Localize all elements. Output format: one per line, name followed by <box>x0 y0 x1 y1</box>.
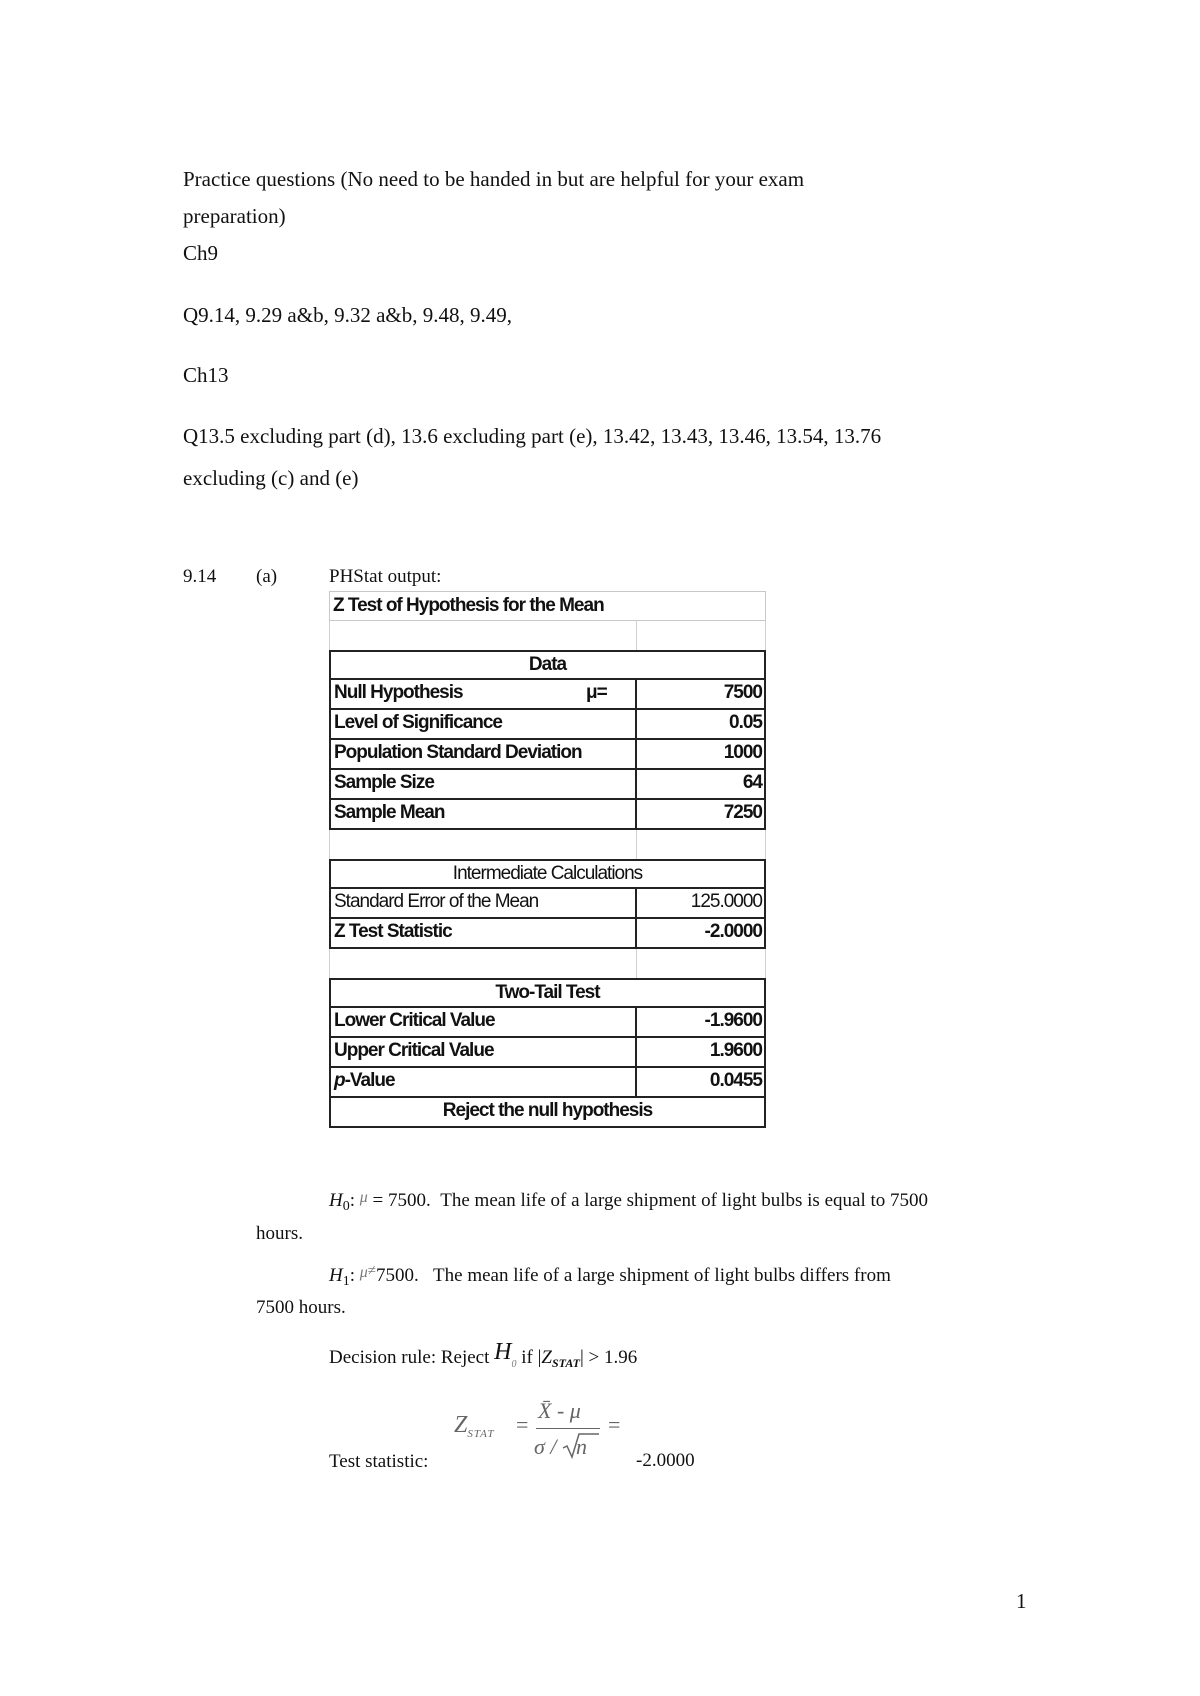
row-label: Upper Critical Value <box>334 1040 494 1061</box>
h1-not-equal: ≠ <box>367 1263 377 1279</box>
row-value: 125.0000 <box>690 891 762 912</box>
page-number: 1 <box>1016 1589 1027 1613</box>
table-row <box>329 889 766 919</box>
phstat-title-row <box>329 591 766 621</box>
answer-number: 9.14 <box>183 566 217 587</box>
phstat-intermediate-header: Intermediate Calculations <box>329 859 766 889</box>
row-label: Z Test Statistic <box>334 921 452 942</box>
table-row <box>329 1038 766 1068</box>
phstat-data-header: Data <box>329 650 766 680</box>
decision-rule <box>329 1339 638 1374</box>
row-value: 7500 <box>723 682 762 703</box>
decision-suffix: | > 1.96 <box>580 1347 638 1368</box>
table-row <box>329 1008 766 1038</box>
decision-h-sub: 0 <box>511 1359 517 1370</box>
row-label: Population Standard Deviation <box>334 742 582 763</box>
decision-middle: if | <box>521 1347 542 1368</box>
row-value: 0.05 <box>729 712 762 733</box>
row-label: Level of Significance <box>334 712 502 733</box>
h0-symbol: H <box>329 1190 343 1211</box>
h0-equation: = 7500. <box>372 1190 431 1211</box>
chapter-13-questions-line-1: Q13.5 excluding part (d), 13.6 excluding part (e), 13.42, 13.43, 13.46, 13.54, 13.76 <box>183 424 882 448</box>
second-equals: = <box>608 1412 621 1437</box>
h1-symbol: H <box>329 1265 343 1286</box>
table-row <box>329 770 766 800</box>
test-statistic-label: Test statistic: <box>329 1451 429 1472</box>
row-value: 0.0455 <box>709 1070 762 1091</box>
phstat-conclusion: Reject the null hypothesis <box>329 1098 766 1128</box>
phstat-spacer <box>329 621 766 650</box>
h0-mu: μ <box>359 1189 368 1206</box>
chapter-13-questions-line-2: excluding (c) and (e) <box>183 466 359 490</box>
h0-line: $H_0$: $^\mu$ = 7500. The mean life of a large shipment of light bulbs is equal to 7500 <box>329 1189 929 1214</box>
first-equals: = <box>516 1412 529 1437</box>
row-value: -1.9600 <box>704 1010 762 1031</box>
h1-subscript: 1 <box>342 1274 350 1289</box>
row-label: Null Hypothesis <box>334 682 463 703</box>
table-row <box>329 710 766 740</box>
h1-description: The mean life of a large shipment of light bulbs differs from <box>433 1265 891 1286</box>
formula-numerator: X̄ - μ <box>538 1398 581 1423</box>
formula-denominator <box>534 1432 600 1460</box>
row-value: 64 <box>742 772 762 793</box>
row-value: 1.9600 <box>709 1040 762 1061</box>
p-italic: p <box>334 1070 345 1091</box>
row-value: -2.0000 <box>704 921 762 942</box>
chapter-9-heading: Ch9 <box>183 241 219 265</box>
h1-value: 7500. <box>376 1265 419 1286</box>
row-label: Sample Size <box>334 772 434 793</box>
table-row <box>329 1068 766 1098</box>
decision-h: H <box>494 1339 512 1365</box>
row-label: Sample Mean <box>334 802 445 823</box>
chapter-13-heading: Ch13 <box>183 363 229 387</box>
row-value: 7250 <box>723 802 762 823</box>
decision-z-sub: STAT <box>551 1356 580 1370</box>
sqrt-n: n <box>576 1434 587 1459</box>
phstat-title: Z Test of Hypothesis for the Mean <box>333 595 604 616</box>
h1-line: $H_1$: $^{\mu\ne}$7500. The mean life of a large shipment of light bulbs differs from <box>329 1263 891 1289</box>
intro-line-1: Practice questions (No need to be handed in but are helpful for your exam <box>183 167 805 191</box>
p-value-rest: -Value <box>344 1070 395 1091</box>
phstat-test-header: Two-Tail Test <box>329 978 766 1008</box>
h0-subscript: 0 <box>342 1199 350 1214</box>
h1-continuation: 7500 hours. <box>256 1297 346 1318</box>
sigma: σ / <box>534 1434 557 1459</box>
test-statistic-lhs <box>454 1412 495 1440</box>
intro-line-2: preparation) <box>183 204 286 228</box>
lhs-z-sub: STAT <box>467 1428 495 1440</box>
table-row <box>329 919 766 949</box>
answer-part: (a) <box>256 566 278 587</box>
decision-prefix: Decision rule: Reject <box>329 1347 490 1368</box>
mu-symbol: μ= <box>586 682 607 703</box>
table-row <box>329 740 766 770</box>
decision-z: Z <box>541 1347 552 1368</box>
chapter-9-questions: Q9.14, 9.29 a&b, 9.32 a&b, 9.48, 9.49, <box>183 303 512 327</box>
row-label <box>334 1068 395 1094</box>
row-value: 1000 <box>723 742 762 763</box>
phstat-spacer <box>329 830 766 859</box>
h0-continuation: hours. <box>256 1223 303 1244</box>
lhs-z: Z <box>454 1412 468 1438</box>
table-row <box>329 680 766 710</box>
h1-mu: μ <box>359 1264 368 1281</box>
table-row <box>329 800 766 830</box>
phstat-table <box>329 591 766 1128</box>
row-label: Lower Critical Value <box>334 1010 495 1031</box>
fraction-bar <box>536 1428 600 1429</box>
phstat-output-label: PHStat output: <box>329 566 442 587</box>
h0-description: The mean life of a large shipment of light bulbs is equal to 7500 <box>440 1190 929 1211</box>
row-label: Standard Error of the Mean <box>334 891 539 912</box>
test-statistic-result: -2.0000 <box>636 1450 695 1471</box>
phstat-spacer <box>329 949 766 978</box>
